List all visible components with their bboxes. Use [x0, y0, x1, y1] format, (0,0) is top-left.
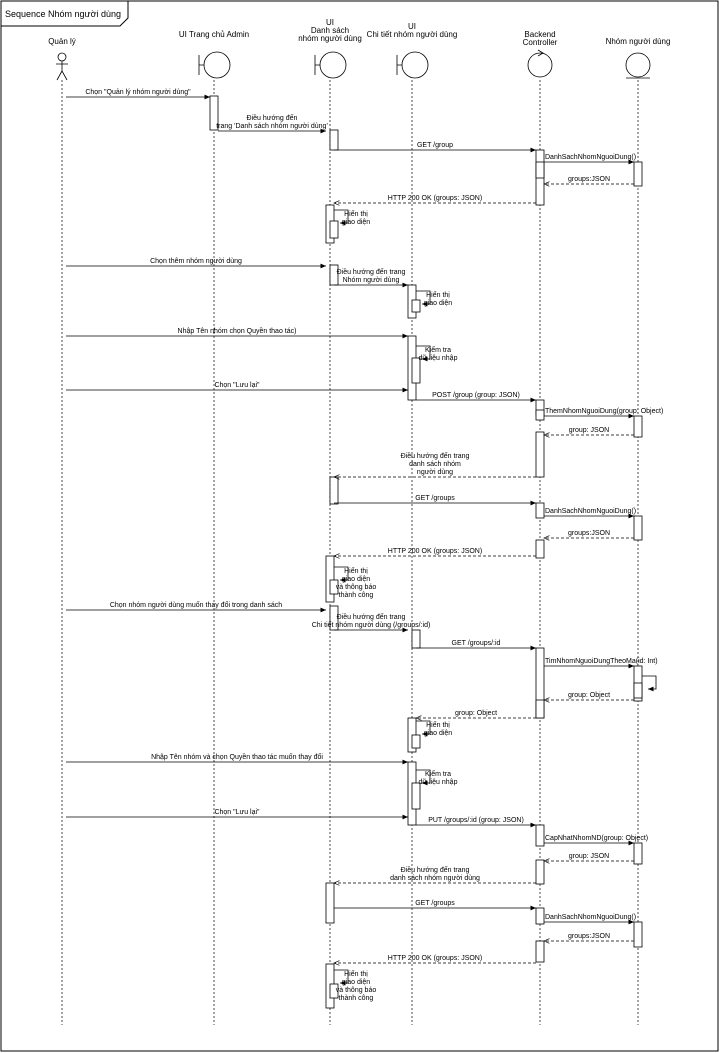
activation-bar-list	[326, 556, 334, 602]
participant-ctrl	[523, 30, 558, 77]
message-label: Kiểm tra	[424, 347, 452, 354]
message	[334, 451, 536, 477]
boundary-bar-icon	[397, 55, 402, 75]
activation-bar-ctrl	[536, 432, 544, 477]
message-label: HTTP 200 OK (groups: JSON)	[387, 955, 483, 962]
activation-bar-ctrl	[536, 540, 544, 558]
participant-list	[298, 18, 362, 78]
message	[334, 267, 408, 285]
participant-label: UI	[326, 18, 334, 27]
message-label: Nhóm người dùng	[342, 277, 400, 284]
message	[334, 195, 536, 203]
message-label: dữ liệu nhập	[418, 355, 458, 362]
message	[416, 346, 458, 362]
message-label: Hiển thị	[344, 971, 368, 978]
message-label: Điều hướng đến trang	[336, 614, 406, 621]
participant-home	[179, 30, 249, 78]
activation-bar-entity	[634, 416, 642, 437]
message	[334, 210, 370, 226]
message	[334, 865, 536, 883]
message-label: POST /group (group: JSON)	[432, 392, 520, 399]
message	[416, 770, 458, 786]
participant-detail	[367, 22, 458, 78]
activation-bar-ctrl	[536, 700, 544, 718]
entity-icon	[626, 53, 650, 77]
message-label: groups:JSON	[567, 933, 611, 940]
message-label: groups:JSON	[567, 176, 611, 183]
activation-bar-list	[326, 883, 334, 923]
message-label: Chọn "Lưu lại"	[214, 382, 260, 389]
message	[66, 809, 408, 817]
message-label: group: Object	[567, 692, 611, 699]
activation-bar-list	[330, 130, 338, 150]
message	[416, 640, 536, 648]
activation-bar-detail	[412, 300, 420, 312]
message	[544, 530, 634, 538]
message-label: Nhập Tên nhóm và chọn Quyền thao tác muốn thay đổi	[151, 754, 323, 761]
message-label: TimNhomNguoiDungTheoMa(id: Int)	[545, 658, 658, 665]
message	[544, 658, 658, 666]
message	[642, 676, 656, 689]
message-label: DanhSachNhomNguoiDung()	[545, 508, 637, 515]
message-label: Kiểm tra	[424, 771, 452, 778]
participant-label: UI	[408, 22, 416, 31]
message-label: thành công	[338, 995, 374, 1002]
message	[544, 154, 636, 162]
participant-label: Quản lý	[48, 37, 76, 46]
message-label: và thông báo	[335, 987, 377, 994]
message-label: Chọn nhóm người dùng muốn thay đổi trong danh sách	[109, 602, 283, 609]
message-label: giao diện	[423, 300, 453, 307]
activation-bar-entity	[634, 683, 642, 698]
message-label: Điều hướng đến trang	[336, 269, 406, 276]
message-label: HTTP 200 OK (groups: JSON)	[387, 548, 483, 555]
participant-label: nhóm người dùng	[298, 34, 362, 43]
actor-figure-icon	[56, 61, 68, 80]
message	[416, 392, 536, 400]
message	[216, 113, 328, 131]
activation-bar-ctrl	[536, 941, 544, 962]
message	[416, 817, 536, 825]
message	[66, 600, 326, 610]
participant-label: UI Trang chủ Admin	[178, 30, 250, 39]
message-label: DanhSachNhomNguoiDung()	[545, 914, 637, 921]
message-label: giao diện	[341, 576, 371, 583]
message-label: Hiển thị	[344, 211, 368, 218]
participant-actor	[48, 37, 76, 80]
message-label: Điều hướng đến trang	[400, 453, 470, 460]
message-label: GET /group	[416, 142, 454, 149]
message-label: Chọn "Quản lý nhóm người dùng"	[85, 89, 191, 96]
activation-bar-entity	[634, 162, 642, 186]
activation-bar-ctrl	[536, 825, 544, 846]
message	[416, 710, 536, 718]
message-label: giao diện	[423, 730, 453, 737]
message	[66, 326, 408, 336]
message	[334, 142, 536, 150]
message-label: Điều hướng đến trang	[400, 867, 470, 874]
message	[544, 692, 634, 700]
message-label: danh sách nhóm	[409, 461, 461, 468]
activation-bar-entity	[634, 843, 642, 864]
message	[544, 835, 648, 843]
participant-label: Controller	[522, 38, 558, 47]
message	[544, 427, 634, 435]
message	[544, 508, 636, 516]
message-label: PUT /groups/:id (group: JSON)	[428, 817, 524, 824]
message-label: GET /groups/:id	[451, 640, 501, 647]
message-label: Chọn thêm nhóm người dùng	[150, 258, 242, 265]
message-label: ThemNhomNguoiDung(group: Object)	[545, 408, 664, 415]
activation-bar-ctrl	[536, 908, 544, 924]
participant-label: Nhóm người dùng	[605, 37, 671, 46]
activation-bar-list	[330, 221, 338, 238]
activation-bar-detail	[412, 630, 420, 648]
activation-bar-ctrl	[536, 860, 544, 884]
boundary-icon	[320, 52, 346, 78]
boundary-bar-icon	[199, 55, 204, 75]
message	[334, 567, 376, 599]
message-label: group: JSON	[568, 853, 610, 860]
message	[544, 853, 634, 861]
message-label: Điều hướng đến	[246, 115, 298, 122]
activation-bar-entity	[634, 516, 642, 540]
message-label: thành công	[338, 592, 374, 599]
message-label: GET /groups	[415, 495, 455, 502]
participant-label: Chi tiết nhóm người dùng	[366, 30, 458, 39]
message-label: danh sách nhóm người dùng	[390, 875, 480, 882]
message	[334, 900, 536, 908]
message	[544, 933, 634, 941]
message	[66, 752, 408, 762]
control-icon	[528, 53, 552, 77]
message-label: trang 'Danh sách nhóm người dùng'	[216, 123, 328, 130]
message-label: Hiển thị	[344, 568, 368, 575]
message	[66, 89, 210, 97]
message	[334, 495, 536, 503]
message-label: Nhập Tên nhóm chọn Quyền thao tác)	[177, 328, 297, 335]
activation-bar-list	[330, 477, 338, 504]
message-label: group: Object	[454, 710, 498, 717]
participant-label: Backend	[524, 30, 556, 39]
message	[544, 408, 663, 416]
message-label: và thông báo	[335, 584, 377, 591]
self-message-arrow	[642, 676, 656, 689]
message-label: dữ liệu nhập	[418, 779, 458, 786]
message-label: Chọn "Lưu lại"	[214, 809, 260, 816]
message	[66, 382, 408, 390]
activation-bar-ctrl	[536, 503, 544, 518]
message	[66, 258, 326, 266]
activation-bar-ctrl	[536, 162, 544, 178]
participant-entity	[606, 37, 671, 78]
boundary-bar-icon	[315, 55, 320, 75]
activation-bar-entity	[634, 922, 642, 947]
message	[312, 612, 431, 630]
diagram-title: Sequence Nhóm người dùng	[5, 9, 122, 19]
message-label: DanhSachNhomNguoiDung()	[545, 154, 637, 161]
activation-bar-detail	[412, 735, 420, 748]
message-label: groups:JSON	[567, 530, 611, 537]
message	[416, 291, 452, 307]
activation-bar-ctrl	[536, 410, 544, 420]
message-label: Hiển thị	[426, 292, 450, 299]
message	[334, 548, 536, 556]
message	[544, 914, 636, 922]
message-label: giao diện	[341, 979, 371, 986]
actor-head-icon	[58, 53, 66, 61]
message	[334, 955, 536, 963]
message	[544, 176, 634, 184]
message-label: HTTP 200 OK (groups: JSON)	[387, 195, 483, 202]
message-label: Chi tiết nhóm người dùng (/groups/:id)	[311, 622, 431, 629]
message-label: người dùng	[416, 469, 454, 476]
boundary-icon	[402, 52, 428, 78]
message-label: GET /groups	[415, 900, 455, 907]
participant-label: Danh sách	[310, 26, 350, 35]
message-label: Hiển thị	[426, 722, 450, 729]
message-label: giao diện	[341, 219, 371, 226]
boundary-icon	[204, 52, 230, 78]
activation-bar-detail	[412, 783, 420, 809]
message-label: group: JSON	[568, 427, 610, 434]
message	[416, 721, 452, 737]
message	[334, 970, 376, 1002]
message-label: CapNhatNhomND(group: Object)	[545, 835, 649, 842]
